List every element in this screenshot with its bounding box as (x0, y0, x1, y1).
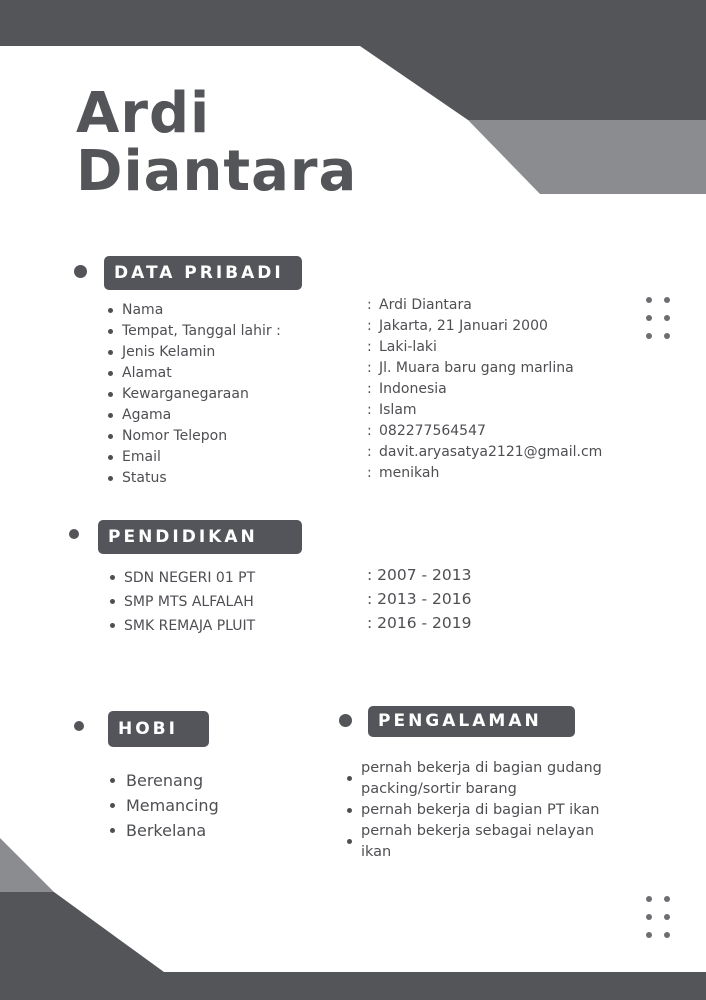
experience-item: pernah bekerja sebagai nelayan ikan (347, 821, 627, 863)
section-title-experience: PENGALAMAN (368, 706, 575, 737)
name-last: Diantara (76, 139, 358, 204)
dot-grid-decoration-top (646, 297, 676, 339)
hobby-item: Memancing (110, 793, 219, 818)
hobby-item: Berkelana (110, 818, 219, 843)
personal-value: : Laki-laki (367, 339, 437, 355)
personal-label: Nomor Telepon (108, 426, 281, 447)
personal-label: Tempat, Tanggal lahir : (108, 321, 281, 342)
section-title-education: PENDIDIKAN (98, 520, 302, 554)
personal-label: Agama (108, 405, 281, 426)
personal-label: Status (108, 468, 281, 489)
experience-list (347, 758, 627, 863)
section-title-personal: DATA PRIBADI (104, 256, 302, 290)
personal-values (367, 295, 602, 484)
section-bullet-education (69, 529, 79, 539)
education-school: SDN NEGERI 01 PT (110, 566, 255, 590)
personal-value: : menikah (367, 465, 440, 481)
section-bullet-hobbies (74, 721, 84, 731)
hobby-item: Berenang (110, 768, 219, 793)
personal-label: Nama (108, 300, 281, 321)
personal-value: : 082277564547 (367, 423, 486, 439)
top-right-gray-shape (468, 120, 706, 194)
personal-label: Email (108, 447, 281, 468)
education-year: : 2007 - 2013 (367, 566, 472, 584)
section-bullet-experience (339, 714, 352, 727)
experience-item: pernah bekerja di bagian gudang packing/sortir barang (347, 758, 627, 800)
education-school: SMP MTS ALFALAH (110, 590, 255, 614)
personal-value: : davit.aryasatya2121@gmail.cm (367, 444, 603, 460)
bottom-left-gray-shape (0, 838, 54, 892)
personal-label: Jenis Kelamin (108, 342, 281, 363)
personal-value: : Jakarta, 21 Januari 2000 (367, 318, 548, 334)
dot-grid-decoration-bottom (646, 896, 676, 938)
personal-labels (108, 300, 281, 489)
personal-value: : Indonesia (367, 381, 447, 397)
education-years (367, 563, 472, 635)
education-year: : 2013 - 2016 (367, 590, 472, 608)
personal-value: : Jl. Muara baru gang marlina (367, 360, 574, 376)
name-first: Ardi (76, 81, 211, 146)
personal-label: Alamat (108, 363, 281, 384)
hobby-list (110, 768, 219, 843)
personal-value: : Islam (367, 402, 417, 418)
personal-label: Kewarganegaraan (108, 384, 281, 405)
education-school: SMK REMAJA PLUIT (110, 614, 255, 638)
personal-value: : Ardi Diantara (367, 297, 472, 313)
bottom-dark-band (0, 892, 706, 1000)
experience-item: pernah bekerja di bagian PT ikan (347, 800, 627, 821)
education-year: : 2016 - 2019 (367, 614, 472, 632)
section-bullet-personal (74, 265, 87, 278)
section-title-hobbies: HOBI (108, 711, 209, 747)
education-schools (110, 566, 255, 638)
